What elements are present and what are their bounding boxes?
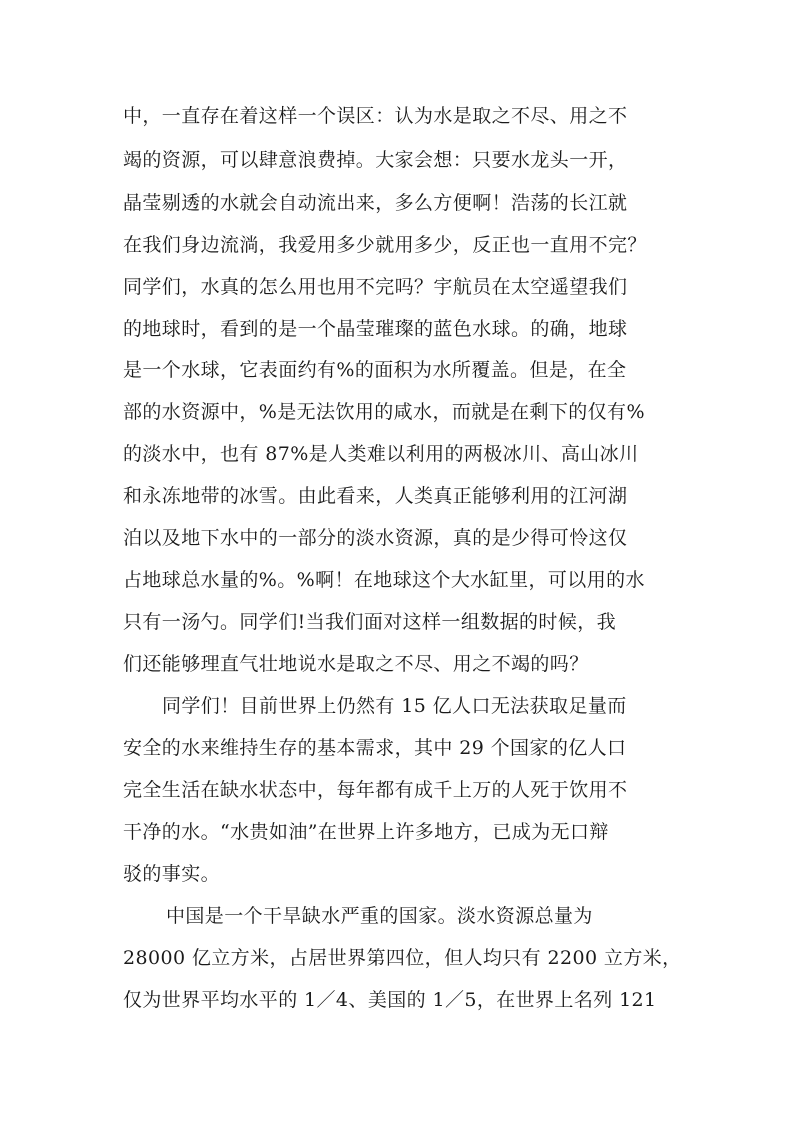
text-line-19: 驳的事实。 — [123, 863, 221, 885]
text-line-15: 同学们！目前世界上仍然有 15 亿人口无法获取足量而 — [162, 695, 627, 717]
text-line-14: 们还能够理直气壮地说水是取之不尽、用之不竭的吗？ — [123, 653, 589, 675]
text-line-8: 部的水资源中，%是无法饮用的咸水，而就是在剩下的仅有% — [123, 401, 645, 423]
text-line-7: 是一个水球，它表面约有%的面积为水所覆盖。但是，在全 — [123, 359, 627, 381]
text-line-10: 和永冻地带的冰雪。由此看来，人类真正能够利用的江河湖 — [123, 485, 628, 507]
text-line-11: 泊以及地下水中的一部分的淡水资源，真的是少得可怜这仅 — [123, 527, 628, 549]
text-line-13: 只有一汤勺。同学们!当我们面对这样一组数据的时候，我 — [123, 611, 617, 633]
text-line-9: 的淡水中，也有 87%是人类难以利用的两极冰川、高山冰川 — [123, 443, 639, 465]
text-line-18: 干净的水。“水贵如油”在世界上许多地方，已成为无口辩 — [123, 821, 609, 843]
text-line-5: 同学们，水真的怎么用也用不完吗？宇航员在太空遥望我们 — [123, 276, 628, 298]
text-line-21: 28000 亿立方米，占居世界第四位，但人均只有 2200 立方米， — [123, 947, 682, 969]
text-line-17: 完全生活在缺水状态中，每年都有成千上万的人死于饮用不 — [123, 779, 628, 801]
text-line-1: 中，一直存在着这样一个误区：认为水是取之不尽、用之不 — [123, 105, 628, 127]
text-line-2: 竭的资源，可以肆意浪费掉。大家会想：只要水龙头一开， — [123, 149, 628, 171]
text-line-3: 晶莹剔透的水就会自动流出来，多么方便啊！浩荡的长江就 — [123, 192, 628, 214]
text-line-4: 在我们身边流淌，我爱用多少就用多少，反正也一直用不完？ — [123, 234, 647, 256]
text-line-6: 的地球时，看到的是一个晶莹璀璨的蓝色水球。的确，地球 — [123, 318, 628, 340]
text-line-16: 安全的水来维持生存的基本需求，其中 29 个国家的亿人口 — [123, 737, 627, 759]
text-line-20: 中国是一个干旱缺水严重的国家。淡水资源总量为 — [166, 905, 593, 927]
text-line-22: 仅为世界平均水平的 1／4、美国的 1／5，在世界上名列 121 — [123, 989, 657, 1011]
text-line-12: 占地球总水量的%。%啊！在地球这个大水缸里，可以用的水 — [123, 569, 645, 591]
